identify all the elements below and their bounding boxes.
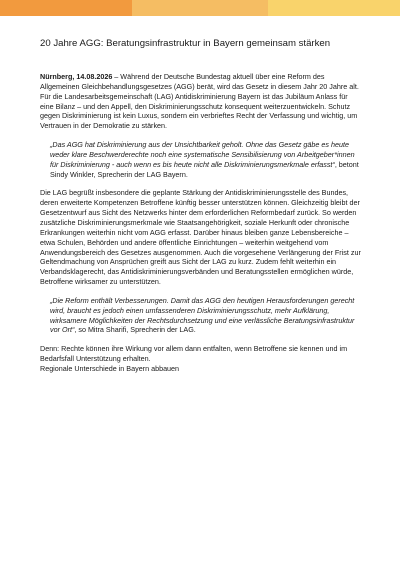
color-bar-segment-middle: [132, 0, 268, 16]
closing-paragraph: Denn: Rechte können ihre Wirkung vor allem dann entfalten, wenn Betroffene sie kennen und im Bedarfsfall Unterstützung erhalten.: [40, 344, 348, 364]
quote-winkler-text: „Das AGG hat Diskriminierung aus der Unsichtbarkeit geholt. Ohne das Gesetz gäbe es heute weder klare Beschwerderechte noch eine systematische Sensibilisierung von Arbeitgeber*innen für Diskriminierung - auch wenn es bis heute nicht alle Diskriminierungsmerkmale erfasst“: [50, 140, 355, 169]
color-bar-segment-right: [268, 0, 400, 16]
top-color-bar: [0, 0, 400, 16]
intro-paragraph: [40, 72, 362, 131]
quote-sharifi-attribution: , so Mitra Sharifi, Sprecherin der LAG.: [74, 325, 196, 335]
quote-sharifi-text: „Die Reform enthält Verbesserungen. Damit das AGG den heutigen Herausforderungen gerecht wird, braucht es jedoch einen umfassenderen Diskriminierungsschutz, mehr Aufklärung, wirksamere Möglichkeiten der Rechtsdurchsetzung und eine verlässliche Beratungsinfrastruktur vor Ort“: [50, 295, 355, 335]
press-release: [40, 38, 362, 374]
color-bar-segment-left: [0, 0, 132, 16]
section-subheading: Regionale Unterschiede in Bayern abbauen: [40, 363, 180, 373]
quote-winkler: [50, 140, 362, 179]
dateline: Nürnberg, 14.08.2026: [40, 72, 113, 81]
body-paragraph: Die LAG begrüßt insbesondere die geplante Stärkung der Antidiskriminierungsstelle des Bundes, deren erweiterte Kompetenzen Betroffene künftig besser unterstützen können. Gleichzeitig bleibt der Gesetzentwurf aus Sicht des Netzwerks hinter dem erforderlichen Reformbedarf zurück. So werden zusätzliche Diskriminierungsmerkmale wie Staatsangehörigkeit, soziale Herkunft oder chronische Erkrankungen weiterhin nicht vom AGG erfasst. Darüber hinaus bleiben ganze Lebensbereiche – etwa Schulen, Behörden und andere öffentliche Einrichtungen – weiterhin weitgehend vom Anwendungsbereich des Gesetzes ausgenommen. Auch die vorgesehene Verlängerung der Frist zur Geltendmachung von Ansprüchen greift aus Sicht der LAG zu kurz. Zudem fehlt weiterhin ein Verbandsklagerecht, das Antidiskriminierungsverbänden und Beratungsstellen ermöglichen würde, Betroffene wirksamer zu unterstützen.: [40, 188, 361, 287]
page-title: 20 Jahre AGG: Beratungsinfrastruktur in Bayern gemeinsam stärken: [40, 38, 331, 49]
quote-sharifi: [50, 296, 362, 335]
intro-text: – Während der Deutsche Bundestag aktuell über eine Reform des Allgemeinen Gleichbehandlungsgesetzes (AGG) berät, wird das Gesetz in diesem Jahr 20 Jahre alt. Für die Landesarbeitsgemeinschaft (LAG) Antidiskriminierung Bayern ist das Jubiläum Anlass für eine Bilanz – und den Appell, den Diskriminierungsschutz konsequent weiterzuentwickeln. Schutz gegen Diskriminierung ist kein Luxus, sondern ein verbrieftes Recht der Verfassung und wichtig, um Vertrauen in der Demokratie zu stärken.: [40, 72, 359, 131]
quote-winkler-attribution: , betont Sindy Winkler, Sprecherin der LAG Bayern.: [50, 159, 359, 179]
